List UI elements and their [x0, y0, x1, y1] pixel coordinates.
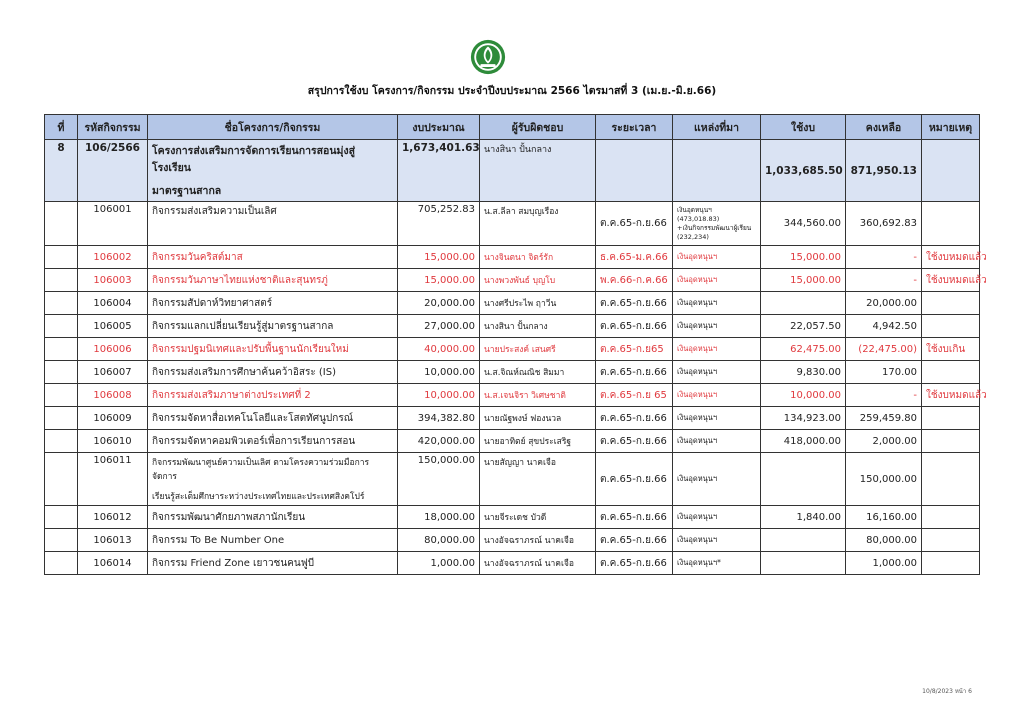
activity-period: ต.ค.65-ก.ย.66 [596, 529, 673, 552]
activity-used: 10,000.00 [761, 384, 846, 407]
project-source [673, 140, 761, 202]
activity-source: เงินอุดหนุนฯ [673, 269, 761, 292]
row-no [45, 315, 78, 338]
activity-source: เงินอุดหนุนฯ [673, 315, 761, 338]
activity-code: 106011 [78, 453, 148, 506]
activity-code: 106008 [78, 384, 148, 407]
budget-table [44, 114, 987, 575]
table-row [45, 338, 980, 361]
activity-source: เงินอุดหนุนฯ [673, 506, 761, 529]
activity-name: กิจกรรมปฐมนิเทศและปรับพื้นฐานนักเรียนใหม่ [148, 338, 398, 361]
activity-code: 106002 [78, 246, 148, 269]
activity-used: 62,475.00 [761, 338, 846, 361]
project-name [148, 140, 398, 202]
activity-remaining: 360,692.83 [846, 202, 922, 246]
activity-code: 106014 [78, 552, 148, 575]
activity-code: 106013 [78, 529, 148, 552]
activity-remaining: 150,000.00 [846, 453, 922, 506]
activity-name: กิจกรรมสัปดาห์วิทยาศาสตร์ [148, 292, 398, 315]
table-row [45, 361, 980, 384]
activity-responsible: นางอัจฉราภรณ์ นาคเจือ [480, 529, 596, 552]
activity-period: พ.ค.66-ก.ค.66 [596, 269, 673, 292]
activity-used [761, 453, 846, 506]
activity-note [922, 529, 980, 552]
activity-budget: 20,000.00 [398, 292, 480, 315]
project-used: 1,033,685.50 [761, 140, 846, 202]
project-remaining: 871,950.13 [846, 140, 922, 202]
project-code: 106/2566 [78, 140, 148, 202]
row-no [45, 338, 78, 361]
header-no: ที่ [45, 115, 78, 140]
activity-source: เงินอุดหนุนฯ [673, 430, 761, 453]
activity-name [148, 453, 398, 506]
activity-name: กิจกรรมส่งเสริมภาษาต่างประเทศที่ 2 [148, 384, 398, 407]
header-name: ชื่อโครงการ/กิจกรรม [148, 115, 398, 140]
activity-budget: 10,000.00 [398, 361, 480, 384]
activity-responsible: นางพวงพันธ์ บุญโบ [480, 269, 596, 292]
activity-name: กิจกรรม To Be Number One [148, 529, 398, 552]
school-logo-icon [469, 38, 507, 76]
activity-remaining: 170.00 [846, 361, 922, 384]
row-no [45, 246, 78, 269]
activity-remaining: 1,000.00 [846, 552, 922, 575]
activity-budget: 80,000.00 [398, 529, 480, 552]
activity-name: กิจกรรมส่งเสริมการศึกษาค้นคว้าอิสระ (IS) [148, 361, 398, 384]
activity-source-line3: (232,234) [677, 232, 709, 241]
activity-source-line1: เงินอุดหนุนฯ (473,018.83) [677, 205, 720, 223]
activity-name: กิจกรรมส่งเสริมความเป็นเลิศ [148, 202, 398, 246]
activity-name: กิจกรรม Friend Zone เยาวชนคนฟูบี [148, 552, 398, 575]
activity-source: เงินอุดหนุนฯ [673, 292, 761, 315]
activity-used: 344,560.00 [761, 202, 846, 246]
activity-period: ต.ค.65-ก.ย.66 [596, 430, 673, 453]
row-no [45, 292, 78, 315]
activity-remaining: 259,459.80 [846, 407, 922, 430]
header-note: หมายเหตุ [922, 115, 980, 140]
activity-remaining: (22,475.00) [846, 338, 922, 361]
activity-name: กิจกรรมวันคริสต์มาส [148, 246, 398, 269]
activity-remaining: 2,000.00 [846, 430, 922, 453]
table-row [45, 430, 980, 453]
header-source: แหล่งที่มา [673, 115, 761, 140]
activity-code: 106003 [78, 269, 148, 292]
row-no [45, 529, 78, 552]
activity-budget: 40,000.00 [398, 338, 480, 361]
activity-note: ใช้งบหมดแล้ว [922, 246, 980, 269]
activity-code: 106001 [78, 202, 148, 246]
activity-remaining: 16,160.00 [846, 506, 922, 529]
activity-responsible: นายสัญญา นาคเจือ [480, 453, 596, 506]
activity-note: ใช้งบหมดแล้ว [922, 384, 980, 407]
activity-budget: 15,000.00 [398, 269, 480, 292]
activity-used [761, 529, 846, 552]
table-row [45, 315, 980, 338]
table-row [45, 506, 980, 529]
project-budget: 1,673,401.63 [398, 140, 480, 202]
activity-remaining: - [846, 269, 922, 292]
activity-responsible: น.ส.ลีลา สมบุญเรือง [480, 202, 596, 246]
activity-code: 106006 [78, 338, 148, 361]
activity-code: 106009 [78, 407, 148, 430]
project-name-line1: โครงการส่งเสริมการจัดการเรียนการสอนมุ่งสู่โรงเรียน [152, 145, 355, 174]
project-name-line2: มาตรฐานสากล [152, 185, 222, 197]
activity-budget: 10,000.00 [398, 384, 480, 407]
row-no [45, 361, 78, 384]
activity-budget: 394,382.80 [398, 407, 480, 430]
activity-source-line2: +เงินกิจกรรมพัฒนาผู้เรียน [677, 223, 752, 232]
activity-note: ใช้งบเกิน [922, 338, 980, 361]
table-row [45, 529, 980, 552]
table-header-row [45, 115, 980, 140]
activity-budget: 705,252.83 [398, 202, 480, 246]
activity-used: 134,923.00 [761, 407, 846, 430]
activity-responsible: นายณัฐพงษ์ ฟองนวล [480, 407, 596, 430]
row-no [45, 269, 78, 292]
activity-period: ต.ค.65-ก.ย.66 [596, 506, 673, 529]
page-title: สรุปการใช้งบ โครงการ/กิจกรรม ประจำปีงบประมาณ 2566 ไตรมาสที่ 3 (เม.ย.-มิ.ย.66) [307, 85, 717, 97]
table-row [45, 453, 980, 506]
activity-budget: 1,000.00 [398, 552, 480, 575]
table-row [45, 292, 980, 315]
activity-code: 106004 [78, 292, 148, 315]
project-responsible: นางสินา ปั้นกลาง [480, 140, 596, 202]
row-no [45, 384, 78, 407]
table-row [45, 269, 980, 292]
activity-period: ต.ค.65-ก.ย65 [596, 338, 673, 361]
header-code: รหัสกิจกรรม [78, 115, 148, 140]
activity-source: เงินอุดหนุนฯ [673, 453, 761, 506]
activity-name: กิจกรรมแลกเปลี่ยนเรียนรู้สู่มาตรฐานสากล [148, 315, 398, 338]
header-remaining: คงเหลือ [846, 115, 922, 140]
activity-period: ต.ค.65-ก.ย.66 [596, 407, 673, 430]
page-footer: 10/8/2023 หน้า 6 [922, 688, 972, 695]
activity-remaining: - [846, 246, 922, 269]
project-period [596, 140, 673, 202]
activity-budget: 420,000.00 [398, 430, 480, 453]
row-no [45, 430, 78, 453]
activity-used [761, 552, 846, 575]
activity-name: กิจกรรมจัดหาคอมพิวเตอร์เพื่อการเรียนการสอน [148, 430, 398, 453]
activity-note [922, 315, 980, 338]
activity-budget: 27,000.00 [398, 315, 480, 338]
header-budget: งบประมาณ [398, 115, 480, 140]
activity-source: เงินอุดหนุนฯ [673, 361, 761, 384]
activity-name-line1: กิจกรรมพัฒนาศูนย์ความเป็นเลิศ ตามโครงความร่วมมือการจัดการ [152, 458, 370, 482]
table-row [45, 246, 980, 269]
activity-name: กิจกรรมจัดหาสื่อเทคโนโลยีและโสตทัศนูปกรณ์ [148, 407, 398, 430]
activity-period: ต.ค.65-ก.ย.66 [596, 361, 673, 384]
activity-code: 106005 [78, 315, 148, 338]
row-no [45, 552, 78, 575]
project-no: 8 [45, 140, 78, 202]
activity-period: ธ.ค.65-ม.ค.66 [596, 246, 673, 269]
activity-budget: 18,000.00 [398, 506, 480, 529]
activity-used: 15,000.00 [761, 246, 846, 269]
activity-note: ใช้งบหมดแล้ว [922, 269, 980, 292]
activity-remaining: 20,000.00 [846, 292, 922, 315]
activity-code: 106012 [78, 506, 148, 529]
table-row [45, 384, 980, 407]
header-period: ระยะเวลา [596, 115, 673, 140]
activity-period: ต.ค.65-ก.ย.66 [596, 292, 673, 315]
activity-responsible: นางอัจฉราภรณ์ นาคเจือ [480, 552, 596, 575]
project-row [45, 140, 980, 202]
table-row [45, 552, 980, 575]
activity-period: ต.ค.65-ก.ย 65 [596, 384, 673, 407]
activity-responsible: น.ส.เจนจิรา วิเศษชาติ [480, 384, 596, 407]
activity-code: 106007 [78, 361, 148, 384]
activity-name: กิจกรรมวันภาษาไทยแห่งชาติและสุนทรภู่ [148, 269, 398, 292]
row-no [45, 506, 78, 529]
activity-responsible: น.ส.จิณห์ณณิช สิมมา [480, 361, 596, 384]
activity-source [673, 202, 761, 246]
table-row [45, 202, 980, 246]
activity-name: กิจกรรมพัฒนาศักยภาพสภานักเรียน [148, 506, 398, 529]
activity-used: 9,830.00 [761, 361, 846, 384]
table-row [45, 407, 980, 430]
activity-period: ต.ค.65-ก.ย.66 [596, 453, 673, 506]
activity-used: 418,000.00 [761, 430, 846, 453]
activity-budget: 150,000.00 [398, 453, 480, 506]
activity-remaining: - [846, 384, 922, 407]
activity-note [922, 506, 980, 529]
activity-used: 15,000.00 [761, 269, 846, 292]
activity-responsible: นายประสงค์ เสนศรี [480, 338, 596, 361]
row-no [45, 453, 78, 506]
activity-source: เงินอุดหนุนฯ [673, 407, 761, 430]
activity-responsible: นางสินา ปั้นกลาง [480, 315, 596, 338]
activity-source: เงินอุดหนุนฯ [673, 338, 761, 361]
activity-note [922, 552, 980, 575]
row-no [45, 202, 78, 246]
activity-used: 1,840.00 [761, 506, 846, 529]
activity-remaining: 80,000.00 [846, 529, 922, 552]
activity-responsible: นายอาทิตย์ สุขประเสริฐ [480, 430, 596, 453]
activity-source: เงินอุดหนุนฯ [673, 384, 761, 407]
activity-name-line2: เรียนรู้สะเต็มศึกษาระหว่างประเทศไทยและประเทศสิงคโปร์ [152, 492, 365, 502]
activity-responsible: นายจีระเดช บัวดี [480, 506, 596, 529]
activity-remaining: 4,942.50 [846, 315, 922, 338]
activity-period: ต.ค.65-ก.ย.66 [596, 202, 673, 246]
activity-note [922, 202, 980, 246]
header-used: ใช้งบ [761, 115, 846, 140]
header-responsible: ผู้รับผิดชอบ [480, 115, 596, 140]
row-no [45, 407, 78, 430]
activity-note [922, 430, 980, 453]
activity-used: 22,057.50 [761, 315, 846, 338]
activity-code: 106010 [78, 430, 148, 453]
activity-source: เงินอุดหนุนฯ [673, 529, 761, 552]
project-note [922, 140, 980, 202]
activity-responsible: นางศรีประไพ ฤาวีน [480, 292, 596, 315]
activity-note [922, 453, 980, 506]
activity-period: ต.ค.65-ก.ย.66 [596, 315, 673, 338]
activity-note [922, 292, 980, 315]
activity-note [922, 361, 980, 384]
activity-source: เงินอุดหนุนฯ [673, 246, 761, 269]
activity-note [922, 407, 980, 430]
activity-responsible: นางจินตนา จิตร์รัก [480, 246, 596, 269]
activity-source: เงินอุดหนุนฯ* [673, 552, 761, 575]
activity-budget: 15,000.00 [398, 246, 480, 269]
activity-period: ต.ค.65-ก.ย.66 [596, 552, 673, 575]
activity-used [761, 292, 846, 315]
